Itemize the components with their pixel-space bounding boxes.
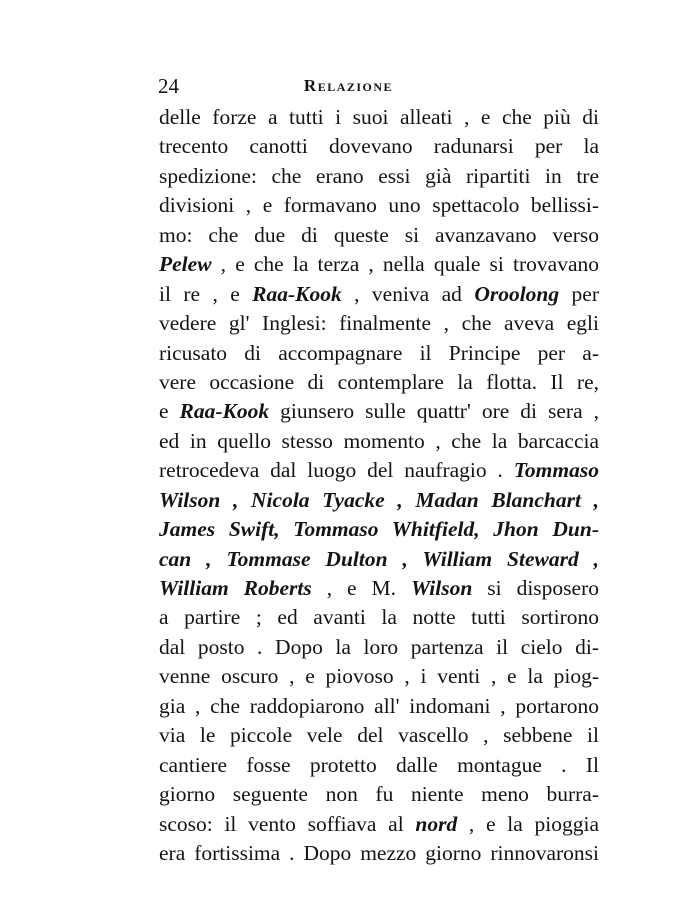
text-segment: gia , che raddopiarono all' indomani , portarono: [159, 693, 599, 718]
text-segment: si disposero: [472, 576, 599, 600]
text-segment: retrocedeva dal luogo del naufragio .: [159, 458, 514, 483]
text-segment: giunsero sulle quattr' ore di sera ,: [269, 399, 599, 424]
text-line: [159, 810, 599, 839]
text-line: [159, 780, 599, 809]
text-line: [159, 574, 599, 603]
text-segment: vedere gl' Inglesi: finalmente , che aveva egli: [159, 311, 599, 336]
text-line: [159, 486, 599, 515]
text-segment: per: [559, 281, 599, 306]
text-segment: mo: che due di queste si avanzavano verso: [159, 222, 599, 247]
text-segment: e: [159, 399, 180, 424]
text-line: [159, 309, 599, 338]
text-segment: dal posto . Dopo la loro partenza il cielo di-: [159, 634, 599, 659]
italic-name: Wilson , Nicola Tyacke , Madan Blanchart ,: [159, 487, 599, 512]
text-segment: trecento canotti dovevano radunarsi per la: [159, 134, 599, 159]
running-title: Relazione: [303, 76, 394, 95]
text-line: [159, 132, 599, 161]
text-segment: il re , e: [159, 281, 253, 306]
text-line: [159, 603, 599, 632]
text-segment: divisioni , e formavano uno spettacolo bellissi-: [159, 193, 599, 218]
text-line: [159, 191, 599, 220]
text-line: [159, 339, 599, 368]
text-segment: a partire ; ed avanti la notte tutti sortirono: [159, 605, 599, 630]
italic-name: Raa-Kook: [252, 281, 342, 306]
text-line: [159, 515, 599, 544]
italic-name: James Swift, Tommaso Whitfield, Jhon Dun-: [159, 517, 599, 542]
text-line: [159, 633, 599, 662]
text-segment: era fortissima . Dopo mezzo giorno rinnovaronsi: [159, 840, 599, 865]
text-line: [159, 839, 599, 868]
text-line: [159, 221, 599, 250]
text-segment: scoso: il vento soffiava al: [159, 811, 416, 836]
text-line: [159, 751, 599, 780]
body-text: [159, 103, 599, 868]
text-segment: cantiere fosse protetto dalle montague . Il: [159, 752, 599, 777]
italic-name: William Roberts: [159, 576, 312, 600]
text-line: [159, 427, 599, 456]
text-segment: venne oscuro , e piovoso , i venti , e la piog-: [159, 664, 599, 689]
italic-name: nord: [415, 811, 458, 836]
italic-name: Pelew: [159, 252, 212, 277]
text-line: [159, 721, 599, 750]
italic-name: Tommaso: [513, 458, 599, 483]
text-line: [159, 162, 599, 191]
text-line: [159, 397, 599, 426]
text-segment: spedizione: che erano essi già ripartiti in tre: [159, 163, 599, 188]
text-segment: giorno seguente non fu niente meno burra-: [159, 782, 599, 807]
italic-name: Wilson: [410, 576, 473, 600]
text-segment: , e M.: [311, 576, 411, 600]
text-line: [159, 662, 599, 691]
text-segment: , e la pioggia: [457, 811, 599, 836]
italic-name: Raa-Kook: [179, 399, 270, 424]
text-segment: ricusato di accompagnare il Principe per a-: [159, 340, 599, 365]
text-line: [159, 368, 599, 397]
text-segment: ed in quello stesso momento , che la barcaccia: [159, 428, 599, 453]
text-segment: vere occasione di contemplare la flotta. Il re,: [159, 369, 599, 394]
text-segment: , veniva ad: [341, 281, 475, 306]
page-number: 24: [158, 74, 179, 98]
text-line: [159, 545, 599, 574]
italic-name: can , Tommase Dulton , William Steward ,: [159, 546, 599, 571]
text-segment: , e che la terza , nella quale si trovavano: [211, 252, 599, 277]
text-line: [159, 250, 599, 279]
text-line: [159, 103, 599, 132]
text-line: [159, 692, 599, 721]
text-line: [159, 456, 599, 485]
text-line: [159, 280, 599, 309]
text-segment: via le piccole vele del vascello , sebbene il: [159, 723, 599, 748]
text-segment: delle forze a tutti i suoi alleati , e che più di: [159, 105, 599, 129]
italic-name: Oroolong: [474, 281, 560, 306]
